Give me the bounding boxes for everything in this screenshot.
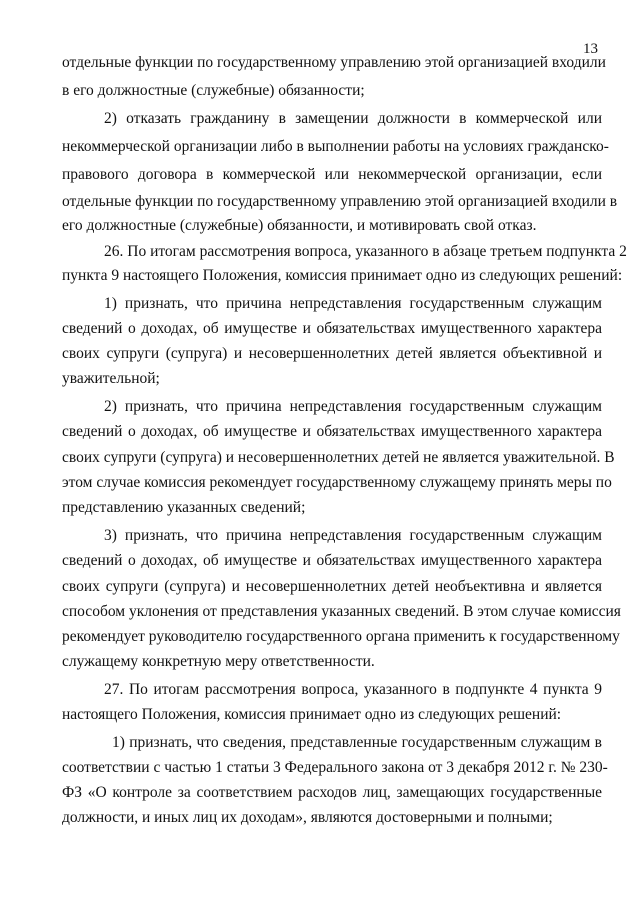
- text-line: отдельные функции по государственному управлению этой организацией входили в: [62, 193, 618, 210]
- text-line: рекомендует руководителю государственного органа применить к государственному: [62, 628, 620, 645]
- text-line: 1) признать, что сведения, представленные государственным служащим в: [112, 734, 602, 751]
- text-line: некоммерческой организации либо в выполнении работы на условиях гражданско-: [62, 138, 609, 155]
- text-line: 2) отказать гражданину в замещении должности в коммерческой или: [104, 110, 602, 127]
- text-line: его должностные (служебные) обязанности, и мотивировать свой отказ.: [62, 217, 537, 234]
- text-line: своих супруги (супруга) и несовершеннолетних детей не является уважительной. В: [62, 449, 615, 466]
- text-line: этом случае комиссия рекомендует государственному служащему принять меры по: [62, 474, 612, 491]
- text-line: сведений о доходах, об имуществе и обязательствах имущественного характера: [62, 423, 602, 440]
- text-line: 2) признать, что причина непредставления государственным служащим: [104, 398, 602, 415]
- text-line: соответствии с частью 1 статьи 3 Федерального закона от 3 декабря 2012 г. № 230-: [62, 759, 608, 776]
- text-line: уважительной;: [62, 370, 160, 387]
- text-line: 1) признать, что причина непредставления государственным служащим: [104, 295, 602, 312]
- text-line: способом уклонения от представления указанных сведений. В этом случае комиссия: [62, 603, 621, 620]
- text-line: отдельные функции по государственному управлению этой организацией входили: [62, 54, 606, 71]
- text-line: 3) признать, что причина непредставления государственным служащим: [104, 527, 602, 544]
- text-line: служащему конкретную меру ответственности.: [62, 653, 375, 670]
- text-line: в его должностные (служебные) обязанности;: [62, 82, 365, 99]
- text-line: пункта 9 настоящего Положения, комиссия принимает одно из следующих решений:: [62, 267, 623, 284]
- page-number: 13: [583, 41, 598, 57]
- text-line: сведений о доходах, об имуществе и обязательствах имущественного характера: [62, 552, 602, 569]
- text-line: сведений о доходах, об имуществе и обязательствах имущественного характера: [62, 320, 602, 337]
- text-line: должности, и иных лиц их доходам», являются достоверными и полными;: [62, 809, 553, 826]
- text-line: ФЗ «О контроле за соответствием расходов лиц, замещающих государственные: [62, 784, 602, 801]
- text-line: своих супруги (супруга) и несовершеннолетних детей необъективна и является: [62, 578, 602, 595]
- text-line: 26. По итогам рассмотрения вопроса, указанного в абзаце третьем подпункта 2: [104, 243, 627, 260]
- text-line: настоящего Положения, комиссия принимает одно из следующих решений:: [62, 706, 562, 723]
- text-line: 27. По итогам рассмотрения вопроса, указанного в подпункте 4 пункта 9: [104, 681, 602, 698]
- text-line: представлению указанных сведений;: [62, 499, 306, 516]
- text-line: своих супруги (супруга) и несовершеннолетних детей является объективной и: [62, 345, 602, 362]
- text-line: правового договора в коммерческой или некоммерческой организации, если: [62, 166, 602, 183]
